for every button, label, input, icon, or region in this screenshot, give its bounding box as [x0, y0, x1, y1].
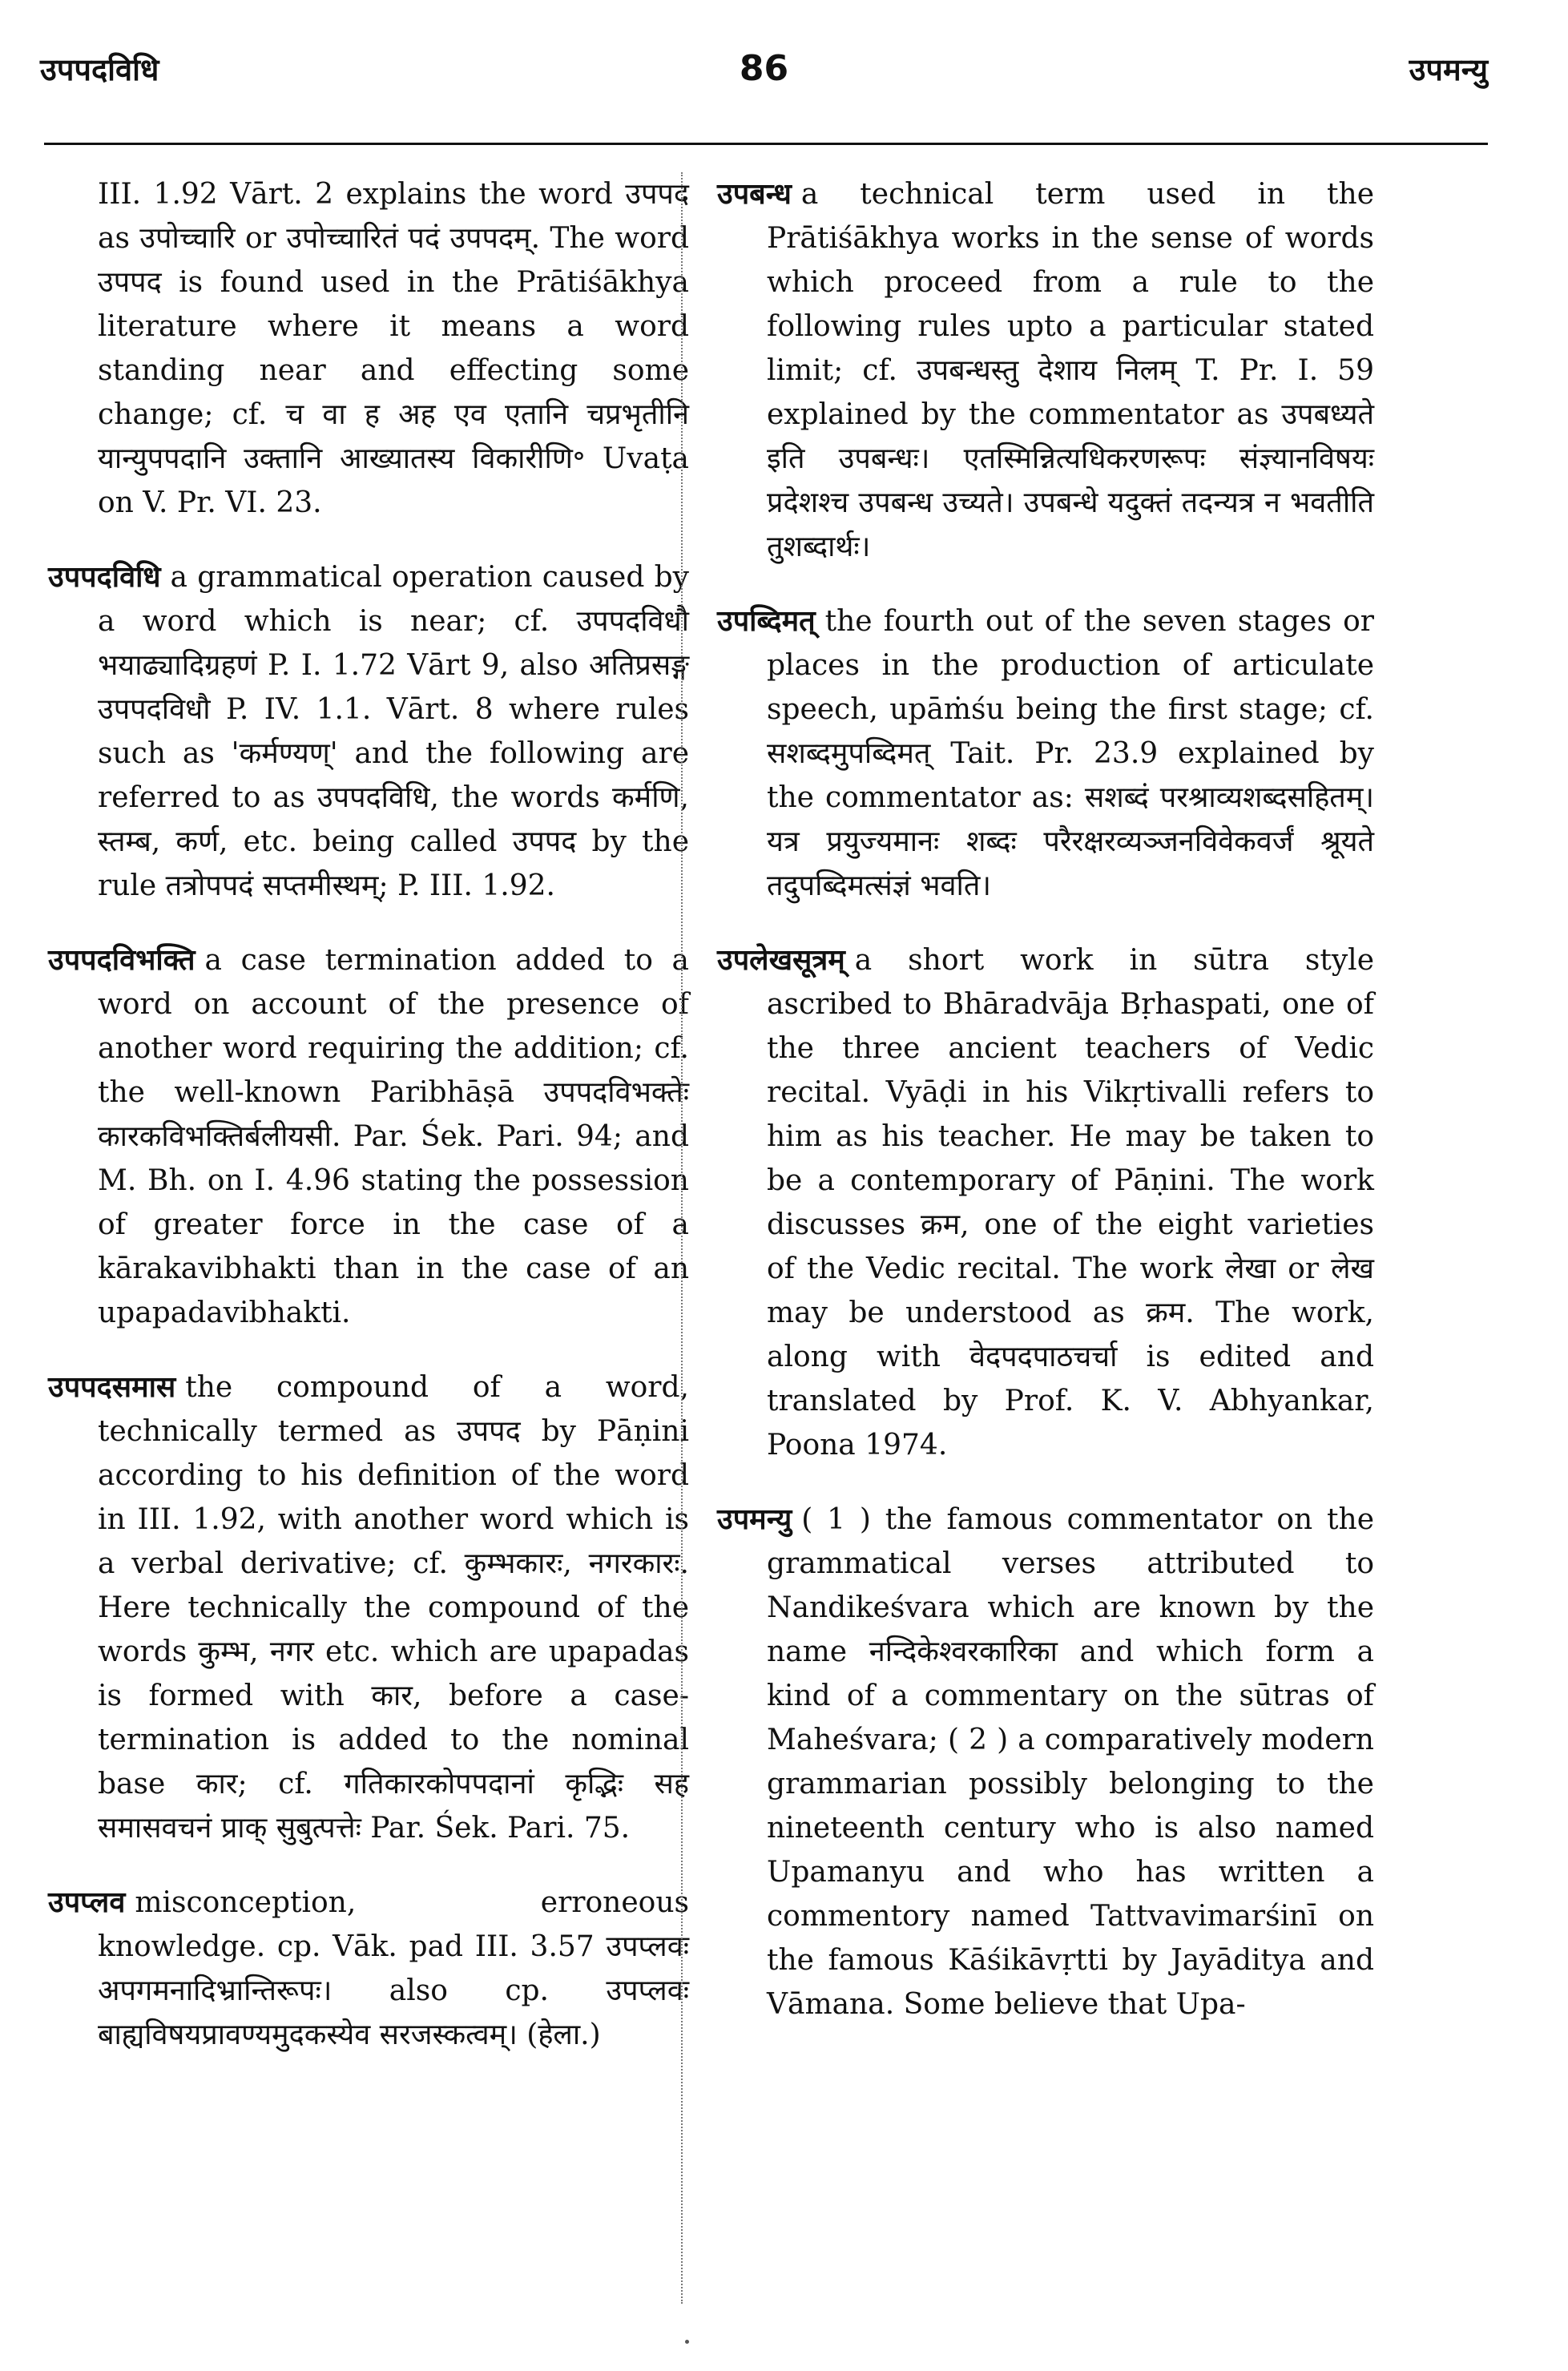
entry-headword: उपबन्ध: [717, 178, 792, 211]
running-head-right: उपमन्यु: [1409, 52, 1488, 87]
entry-upaplava: [48, 1881, 689, 2057]
entry-headword: उपपदविभक्ति: [48, 944, 195, 977]
page-header: [40, 48, 1488, 112]
right-column: [717, 172, 1374, 2057]
entry-upapadavidhi: [48, 555, 689, 908]
entry-text: a grammatical operation caused by a word which is near; cf. उपपदविधौ भयाढ्यादिग्रहणं P. I. 1.72 Vārt 9, also अतिप्रसङ्ग उपपदविधौ P. IV. 1.1. Vārt. 8 where rules such as 'कर्मण्यण्' and the following are referred to as उपपदविधि, the words कर्मणि, स्तम्ब, कर्ण, etc. being called उपपद by the rule तत्रोपपदं सप्तमीस्थम्; P. III. 1.92.: [98, 561, 689, 902]
entry-text: misconception, erroneous knowledge. cp. Vāk. pad III. 3.57 उपप्लवः अपगमनादिभ्रान्तिरूपः। also cp. उपप्लवः बाह्यविषयप्रावण्यमुदकस्येव सरजस्कत्वम्। (हेला.): [98, 1886, 689, 2051]
entry-headword: उपप्लव: [48, 1886, 126, 1919]
entry-headword: उपपदसमास: [48, 1371, 176, 1404]
page-number: 86: [739, 48, 789, 89]
left-column: [48, 172, 689, 2087]
entry-text: a case termination added to a word on account of the presence of another word requiring the addition; cf. the well-known Paribhāṣā उपपदविभक्तेः कारकविभक्तिर्बलीयसी. Par. Śek. Pari. 94; and M. Bh. on I. 4.96 stating the possession of greater force in the case of a kārakavibhakti than in the case of an upapadavibhakti.: [98, 944, 689, 1329]
entry-headword: उपपदविधि: [48, 561, 161, 594]
entry-headword: उपमन्यु: [717, 1503, 792, 1536]
column-divider: [681, 172, 683, 2304]
entry-upapada-continued: [48, 172, 689, 525]
entry-headword: उपब्दिमत्: [717, 605, 816, 638]
entry-text: the compound of a word, technically termed as उपपद by Pāṇini according to his definition of the word in III. 1.92, with another word which is a verbal derivative; cf. कुम्भकारः, नगरकारः. Here technically the compound of the words कुम्भ, नगर etc. which are upapadas is formed with कार, before a case-termination is added to the nominal base कार; cf. गतिकारकोपपदानां कृद्भिः सह समासवचनं प्राक् सुबुत्पत्तेः Par. Śek. Pari. 75.: [98, 1371, 689, 1845]
page-speck: [685, 2340, 689, 2344]
entry-headword: उपलेखसूत्रम्: [717, 944, 845, 977]
entry-upabandha: [717, 172, 1374, 569]
entry-upapadavibhakti: [48, 938, 689, 1335]
entry-text: a technical term used in the Prātiśākhya works in the sense of words which proceed from a rule to the following rules upto a particular stated limit; cf. उपबन्धस्तु देशाय निलम् T. Pr. I. 59 explained by the commentator as उपबध्यते इति उपबन्धः। एतस्मिन्नित्यधिकरणरूपः संज्ञ्यानविषयः प्रदेशश्च उपबन्ध उच्यते। उपबन्धे यदुक्तं तदन्यत्र न भवतीति तुशब्दार्थः।: [767, 178, 1374, 563]
entry-text: ( 1 ) the famous commentator on the grammatical verses attributed to Nandikeśvara which are known by the name नन्दिकेश्वरकारिका and which form a kind of a commentary on the sūtras of Maheśvara; ( 2 ) a comparatively modern grammarian possibly belonging to the nineteenth century who is also named Upamanyu and who has written a commentory named Tattvavimarśinī on the famous Kāśikāvṛtti by Jayāditya and Vāmana. Some believe that Upa-: [767, 1503, 1374, 2021]
entry-text: a short work in sūtra style ascribed to Bhāradvāja Bṛhaspati, one of the three ancient teachers of Vedic recital. Vyāḍi in his Vikṛtivalli refers to him as his teacher. He may be taken to be a contemporary of Pāṇini. The work discusses क्रम, one of the eight varieties of the Vedic recital. The work लेखा or लेख may be understood as क्रम. The work, along with वेदपदपाठचर्चा is edited and translated by Prof. K. V. Abhyankar, Poona 1974.: [767, 944, 1374, 1462]
entry-text: the fourth out of the seven stages or places in the production of articulate speech, upāṁśu being the first stage; cf. सशब्दमुपब्दिमत् Tait. Pr. 23.9 explained by the commentator as: सशब्दं परश्राव्यशब्दसहितम्। यत्र प्रयुज्यमानः शब्दः परैरक्षरव्यञ्जनविवेकवर्जं श्रूयते तदुपब्दिमत्संज्ञं भवति।: [767, 605, 1374, 902]
entry-text: III. 1.92 Vārt. 2 explains the word उपपद as उपोच्चारि or उपोच्चारितं पदं उपपदम्. The word उपपद is found used in the Prātiśākhya literature where it means a word standing near and effecting some change; cf. च वा ह अह एव एतानि चप्रभृतीनि यान्युपपदानि उक्तानि आख्यातस्य विकारीणि॰ Uvaṭa on V. Pr. VI. 23.: [98, 178, 689, 519]
header-rule: [44, 143, 1488, 145]
entry-upamanyu: [717, 1498, 1374, 2026]
running-head-left: उपपदविधि: [40, 52, 159, 87]
entry-upapadasamasa: [48, 1365, 689, 1850]
entry-upabdimat: [717, 599, 1374, 908]
entry-upalekhasutram: [717, 938, 1374, 1467]
